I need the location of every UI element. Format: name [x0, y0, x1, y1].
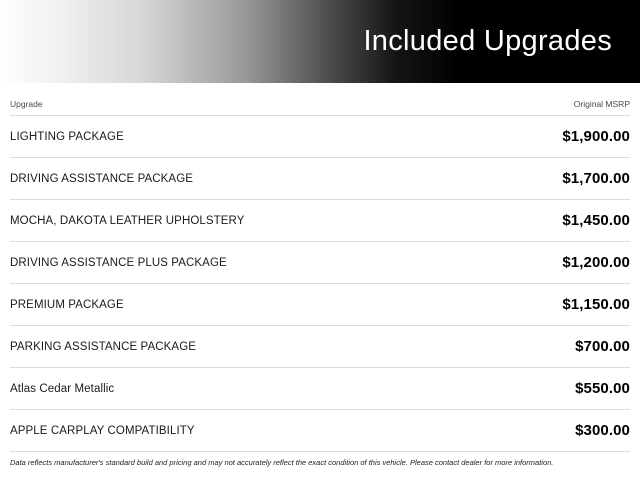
table-row [10, 115, 630, 157]
upgrade-name: DRIVING ASSISTANCE PLUS PACKAGE [10, 256, 227, 269]
column-header-upgrade: Upgrade [10, 99, 43, 109]
table-row [10, 241, 630, 283]
upgrade-price: $1,900.00 [562, 128, 630, 145]
upgrade-price: $550.00 [575, 380, 630, 397]
upgrade-price: $1,150.00 [562, 296, 630, 313]
table-row [10, 199, 630, 241]
table-row [10, 409, 630, 451]
table-row [10, 157, 630, 199]
column-header-msrp: Original MSRP [573, 99, 630, 109]
content-area [0, 83, 640, 468]
header-banner [0, 0, 640, 83]
table-row [10, 283, 630, 325]
upgrade-name: APPLE CARPLAY COMPATIBILITY [10, 424, 195, 437]
disclaimer-text: Data reflects manufacturer's standard build and pricing and may not accurately reflect the exact condition of this vehicle. Please contact dealer for more information. [10, 451, 630, 468]
upgrade-name: PREMIUM PACKAGE [10, 298, 124, 311]
table-column-headers [10, 83, 630, 115]
table-row [10, 367, 630, 409]
upgrade-price: $300.00 [575, 422, 630, 439]
upgrade-price: $700.00 [575, 338, 630, 355]
table-row [10, 325, 630, 367]
upgrade-price: $1,450.00 [562, 212, 630, 229]
upgrade-name: Atlas Cedar Metallic [10, 382, 115, 395]
upgrade-price: $1,200.00 [562, 254, 630, 271]
upgrade-name: PARKING ASSISTANCE PACKAGE [10, 340, 197, 353]
upgrades-table [10, 115, 630, 451]
upgrade-name: LIGHTING PACKAGE [10, 130, 124, 143]
upgrade-name: MOCHA, DAKOTA LEATHER UPHOLSTERY [10, 214, 245, 227]
upgrade-name: DRIVING ASSISTANCE PACKAGE [10, 172, 194, 185]
upgrade-price: $1,700.00 [562, 170, 630, 187]
page-title: Included Upgrades [363, 25, 612, 57]
